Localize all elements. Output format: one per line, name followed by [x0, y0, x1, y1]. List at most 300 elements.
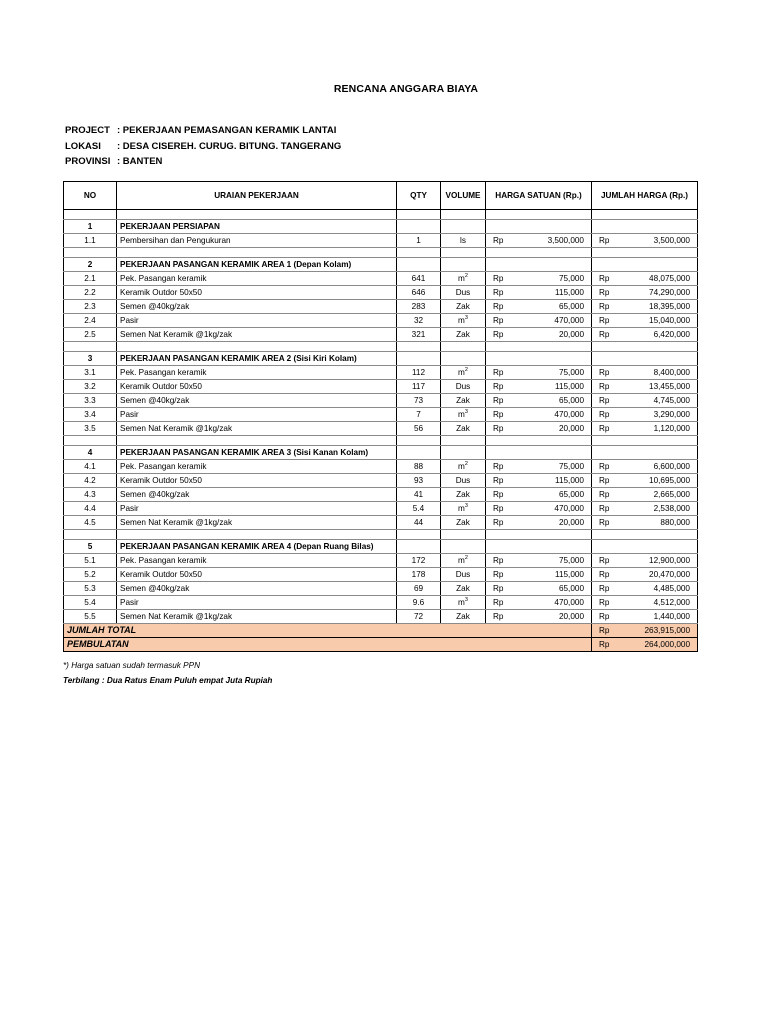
item-desc: Semen @40kg/zak [117, 488, 397, 502]
currency-label: Rp [599, 462, 610, 471]
currency-label: Rp [599, 302, 610, 311]
table-row [64, 272, 698, 286]
item-qty: 41 [397, 488, 441, 502]
item-qty: 32 [397, 314, 441, 328]
unit-exponent: 2 [464, 461, 468, 467]
item-desc: Pasir [117, 502, 397, 516]
section-title: PEKERJAAN PASANGAN KERAMIK AREA 2 (Sisi Kiri Kolam) [117, 352, 397, 366]
item-price [486, 380, 592, 394]
item-unit [441, 272, 486, 286]
total-amount: 3,500,000 [653, 236, 690, 245]
rounding-row [64, 638, 698, 652]
unit-text: Zak [456, 396, 470, 405]
price-amount: 75,000 [558, 274, 584, 283]
total-amount: 18,395,000 [649, 302, 690, 311]
item-unit [441, 474, 486, 488]
price-amount: 470,000 [554, 410, 584, 419]
currency-label: Rp [493, 612, 504, 621]
table-row [64, 610, 698, 624]
unit-text: ls [460, 236, 466, 245]
unit-text: Zak [456, 518, 470, 527]
empty-cell [397, 248, 441, 258]
table-row [64, 380, 698, 394]
unit-text: Dus [455, 382, 471, 391]
table-row [64, 422, 698, 436]
item-price [486, 568, 592, 582]
currency-label: Rp [493, 556, 504, 565]
item-desc: Semen Nat Keramik @1kg/zak [117, 610, 397, 624]
item-qty: 321 [397, 328, 441, 342]
total-label: PEMBULATAN [64, 638, 397, 652]
currency-label: Rp [493, 476, 504, 485]
empty-cell [441, 342, 486, 352]
section-no: 5 [64, 540, 117, 554]
item-desc: Pasir [117, 596, 397, 610]
item-qty: 93 [397, 474, 441, 488]
item-unit [441, 300, 486, 314]
header-no: NO [64, 182, 117, 210]
spacer-row [64, 248, 698, 258]
section-title: PEKERJAAN PASANGAN KERAMIK AREA 3 (Sisi Kanan Kolam) [117, 446, 397, 460]
unit-text: m [458, 504, 465, 513]
item-unit [441, 488, 486, 502]
empty-cell [441, 220, 486, 234]
item-desc: Semen @40kg/zak [117, 300, 397, 314]
section-no: 2 [64, 258, 117, 272]
empty-cell [592, 248, 698, 258]
price-amount: 20,000 [558, 330, 584, 339]
table-row [64, 488, 698, 502]
total-amount: 10,695,000 [649, 476, 690, 485]
empty-cell [592, 530, 698, 540]
unit-exponent: 2 [464, 273, 468, 279]
unit-text: Zak [456, 424, 470, 433]
price-amount: 65,000 [558, 396, 584, 405]
item-qty: 72 [397, 610, 441, 624]
table-row [64, 596, 698, 610]
item-total [592, 328, 698, 342]
price-amount: 75,000 [558, 556, 584, 565]
table-row [64, 460, 698, 474]
item-no: 2.2 [64, 286, 117, 300]
item-no: 4.5 [64, 516, 117, 530]
budget-table [63, 181, 698, 652]
item-total [592, 582, 698, 596]
unit-text: m [458, 316, 465, 325]
item-price [486, 314, 592, 328]
total-amount: 2,538,000 [653, 504, 690, 513]
price-amount: 115,000 [555, 382, 584, 391]
currency-label: Rp [599, 424, 610, 433]
item-unit [441, 394, 486, 408]
item-total [592, 234, 698, 248]
price-amount: 20,000 [558, 424, 584, 433]
table-row [64, 516, 698, 530]
item-price [486, 554, 592, 568]
unit-text: Zak [456, 612, 470, 621]
item-desc: Semen @40kg/zak [117, 582, 397, 596]
item-total [592, 596, 698, 610]
currency-label: Rp [493, 584, 504, 593]
item-qty: 112 [397, 366, 441, 380]
item-total [592, 380, 698, 394]
item-desc: Keramik Outdor 50x50 [117, 474, 397, 488]
header-harga-satuan: HARGA SATUAN (Rp.) [486, 182, 592, 210]
empty-cell [441, 446, 486, 460]
item-no: 4.4 [64, 502, 117, 516]
item-qty: 9.6 [397, 596, 441, 610]
currency-label: Rp [493, 462, 504, 471]
total-amount: 4,512,000 [653, 598, 690, 607]
item-qty: 7 [397, 408, 441, 422]
table-row [64, 300, 698, 314]
currency-label: Rp [599, 236, 610, 245]
item-total [592, 314, 698, 328]
empty-cell [64, 248, 117, 258]
price-amount: 470,000 [554, 316, 584, 325]
total-amount: 6,600,000 [653, 462, 690, 471]
item-qty: 641 [397, 272, 441, 286]
currency-label: Rp [599, 410, 610, 419]
empty-cell [441, 258, 486, 272]
empty-cell [441, 530, 486, 540]
item-no: 5.4 [64, 596, 117, 610]
unit-text: m [458, 410, 465, 419]
currency-label: Rp [493, 396, 504, 405]
item-qty: 646 [397, 286, 441, 300]
price-amount: 3,500,000 [547, 236, 584, 245]
section-title: PEKERJAAN PASANGAN KERAMIK AREA 4 (Depan Ruang Bilas) [117, 540, 397, 554]
item-desc: Keramik Outdor 50x50 [117, 380, 397, 394]
total-amount: 4,745,000 [653, 396, 690, 405]
unit-text: m [458, 368, 465, 377]
currency-label: Rp [493, 236, 504, 245]
item-unit [441, 516, 486, 530]
total-amount: 6,420,000 [653, 330, 690, 339]
empty-cell [441, 540, 486, 554]
empty-cell [397, 624, 592, 638]
item-price [486, 234, 592, 248]
document-title: RENCANA ANGGARA BIAYA [333, 83, 479, 95]
price-amount: 115,000 [555, 288, 584, 297]
item-desc: Pek. Pasangan keramik [117, 272, 397, 286]
empty-cell [117, 436, 397, 446]
section-title: PEKERJAAN PASANGAN KERAMIK AREA 1 (Depan Kolam) [117, 258, 397, 272]
table-row [64, 582, 698, 596]
item-price [486, 328, 592, 342]
price-amount: 75,000 [558, 462, 584, 471]
item-unit [441, 554, 486, 568]
ppn-note: *) Harga satuan sudah termasuk PPN [63, 661, 200, 670]
currency-label: Rp [493, 274, 504, 283]
item-no: 3.5 [64, 422, 117, 436]
item-unit [441, 460, 486, 474]
item-price [486, 272, 592, 286]
item-unit [441, 366, 486, 380]
currency-label: Rp [493, 570, 504, 579]
table-row [64, 314, 698, 328]
unit-exponent: 2 [464, 367, 468, 373]
item-price [486, 422, 592, 436]
empty-cell [117, 210, 397, 220]
item-no: 5.5 [64, 610, 117, 624]
unit-text: Dus [455, 570, 471, 579]
item-unit [441, 582, 486, 596]
empty-cell [486, 342, 592, 352]
item-desc: Pek. Pasangan keramik [117, 554, 397, 568]
item-total [592, 568, 698, 582]
empty-cell [64, 210, 117, 220]
item-total [592, 366, 698, 380]
empty-cell [592, 352, 698, 366]
empty-cell [64, 530, 117, 540]
price-amount: 115,000 [555, 570, 584, 579]
currency-label: Rp [599, 584, 610, 593]
item-no: 3.1 [64, 366, 117, 380]
total-value [592, 638, 698, 652]
item-qty: 73 [397, 394, 441, 408]
item-qty: 5.4 [397, 502, 441, 516]
item-qty: 178 [397, 568, 441, 582]
currency-label: Rp [599, 274, 610, 283]
empty-cell [64, 342, 117, 352]
item-no: 3.3 [64, 394, 117, 408]
item-price [486, 408, 592, 422]
unit-text: m [458, 274, 465, 283]
currency-label: Rp [599, 382, 610, 391]
empty-cell [592, 436, 698, 446]
empty-cell [397, 210, 441, 220]
empty-cell [397, 342, 441, 352]
empty-cell [397, 638, 592, 652]
empty-cell [592, 258, 698, 272]
info-row-project [65, 125, 341, 141]
price-amount: 20,000 [558, 518, 584, 527]
currency-label: Rp [599, 288, 610, 297]
item-price [486, 596, 592, 610]
item-price [486, 582, 592, 596]
currency-label: Rp [599, 330, 610, 339]
empty-cell [397, 258, 441, 272]
currency-label: Rp [493, 368, 504, 377]
header-uraian: URAIAN PEKERJAAN [117, 182, 397, 210]
unit-text: Zak [456, 302, 470, 311]
item-price [486, 474, 592, 488]
table-row [64, 394, 698, 408]
info-value: : BANTEN [117, 156, 163, 167]
item-desc: Keramik Outdor 50x50 [117, 568, 397, 582]
item-price [486, 286, 592, 300]
spacer-row [64, 210, 698, 220]
empty-cell [397, 352, 441, 366]
empty-cell [441, 248, 486, 258]
empty-cell [397, 446, 441, 460]
item-qty: 44 [397, 516, 441, 530]
currency-label: Rp [493, 598, 504, 607]
total-amount: 48,075,000 [649, 274, 690, 283]
item-total [592, 422, 698, 436]
total-amount: 20,470,000 [649, 570, 690, 579]
item-desc: Keramik Outdor 50x50 [117, 286, 397, 300]
unit-text: m [458, 598, 465, 607]
price-amount: 20,000 [558, 612, 584, 621]
unit-exponent: 3 [464, 315, 468, 321]
terbilang-note: Terbilang : Dua Ratus Enam Puluh empat Juta Rupiah [63, 676, 273, 685]
section-title: PEKERJAAN PERSIAPAN [117, 220, 397, 234]
item-no: 5.2 [64, 568, 117, 582]
currency-label: Rp [493, 490, 504, 499]
item-unit [441, 610, 486, 624]
empty-cell [397, 436, 441, 446]
item-unit [441, 568, 486, 582]
table-row [64, 474, 698, 488]
spacer-row [64, 342, 698, 352]
empty-cell [397, 530, 441, 540]
price-amount: 115,000 [555, 476, 584, 485]
empty-cell [441, 352, 486, 366]
empty-cell [592, 220, 698, 234]
empty-cell [486, 220, 592, 234]
table-row [64, 366, 698, 380]
item-total [592, 272, 698, 286]
item-no: 4.1 [64, 460, 117, 474]
currency-label: Rp [493, 424, 504, 433]
item-total [592, 474, 698, 488]
currency-label: Rp [493, 302, 504, 311]
currency-label: Rp [599, 556, 610, 565]
total-value [592, 624, 698, 638]
item-desc: Semen Nat Keramik @1kg/zak [117, 516, 397, 530]
section-row [64, 446, 698, 460]
empty-cell [64, 436, 117, 446]
empty-cell [486, 352, 592, 366]
total-amount: 263,915,000 [644, 626, 690, 635]
currency-label: Rp [493, 288, 504, 297]
item-unit [441, 422, 486, 436]
item-unit [441, 502, 486, 516]
total-amount: 2,665,000 [653, 490, 690, 499]
item-qty: 1 [397, 234, 441, 248]
section-no: 3 [64, 352, 117, 366]
item-unit [441, 314, 486, 328]
item-total [592, 408, 698, 422]
currency-label: Rp [599, 640, 610, 649]
currency-label: Rp [599, 368, 610, 377]
unit-text: Dus [455, 288, 471, 297]
table-header-row [64, 182, 698, 210]
item-qty: 88 [397, 460, 441, 474]
currency-label: Rp [493, 382, 504, 391]
price-amount: 470,000 [554, 598, 584, 607]
item-price [486, 300, 592, 314]
unit-exponent: 3 [464, 597, 468, 603]
currency-label: Rp [599, 504, 610, 513]
empty-cell [592, 540, 698, 554]
total-amount: 264,000,000 [644, 640, 690, 649]
item-total [592, 610, 698, 624]
item-no: 1.1 [64, 234, 117, 248]
spacer-row [64, 436, 698, 446]
item-price [486, 488, 592, 502]
item-price [486, 394, 592, 408]
info-label: PROJECT [65, 125, 110, 136]
currency-label: Rp [493, 504, 504, 513]
grand-total-row [64, 624, 698, 638]
section-no: 1 [64, 220, 117, 234]
unit-text: Zak [456, 584, 470, 593]
total-amount: 15,040,000 [649, 316, 690, 325]
empty-cell [441, 436, 486, 446]
header-volume: VOLUME [441, 182, 486, 210]
item-qty: 172 [397, 554, 441, 568]
unit-exponent: 3 [464, 503, 468, 509]
empty-cell [592, 342, 698, 352]
item-qty: 56 [397, 422, 441, 436]
unit-exponent: 3 [464, 409, 468, 415]
currency-label: Rp [599, 518, 610, 527]
item-no: 3.2 [64, 380, 117, 394]
item-no: 5.3 [64, 582, 117, 596]
item-total [592, 286, 698, 300]
item-no: 3.4 [64, 408, 117, 422]
currency-label: Rp [599, 490, 610, 499]
info-row-provinsi [65, 156, 341, 172]
item-total [592, 460, 698, 474]
item-price [486, 502, 592, 516]
item-no: 2.4 [64, 314, 117, 328]
empty-cell [486, 530, 592, 540]
currency-label: Rp [493, 316, 504, 325]
info-value: : PEKERJAAN PEMASANGAN KERAMIK LANTAI [117, 125, 337, 136]
currency-label: Rp [599, 570, 610, 579]
item-no: 2.3 [64, 300, 117, 314]
item-desc: Semen @40kg/zak [117, 394, 397, 408]
item-desc: Pek. Pasangan keramik [117, 460, 397, 474]
unit-exponent: 2 [464, 555, 468, 561]
item-unit [441, 328, 486, 342]
table-row [64, 554, 698, 568]
total-amount: 74,290,000 [649, 288, 690, 297]
section-no: 4 [64, 446, 117, 460]
item-price [486, 610, 592, 624]
item-total [592, 554, 698, 568]
item-unit [441, 408, 486, 422]
total-amount: 1,440,000 [653, 612, 690, 621]
price-amount: 65,000 [558, 302, 584, 311]
price-amount: 65,000 [558, 490, 584, 499]
item-no: 2.1 [64, 272, 117, 286]
empty-cell [486, 210, 592, 220]
section-row [64, 540, 698, 554]
currency-label: Rp [599, 598, 610, 607]
unit-text: m [458, 462, 465, 471]
empty-cell [117, 342, 397, 352]
item-price [486, 366, 592, 380]
empty-cell [486, 258, 592, 272]
currency-label: Rp [599, 396, 610, 405]
empty-cell [441, 210, 486, 220]
total-amount: 13,455,000 [649, 382, 690, 391]
unit-text: Dus [455, 476, 471, 485]
unit-text: Zak [456, 330, 470, 339]
table-row [64, 502, 698, 516]
item-no: 4.3 [64, 488, 117, 502]
total-amount: 8,400,000 [653, 368, 690, 377]
item-desc: Pek. Pasangan keramik [117, 366, 397, 380]
price-amount: 65,000 [558, 584, 584, 593]
total-amount: 1,120,000 [653, 424, 690, 433]
total-amount: 12,900,000 [649, 556, 690, 565]
